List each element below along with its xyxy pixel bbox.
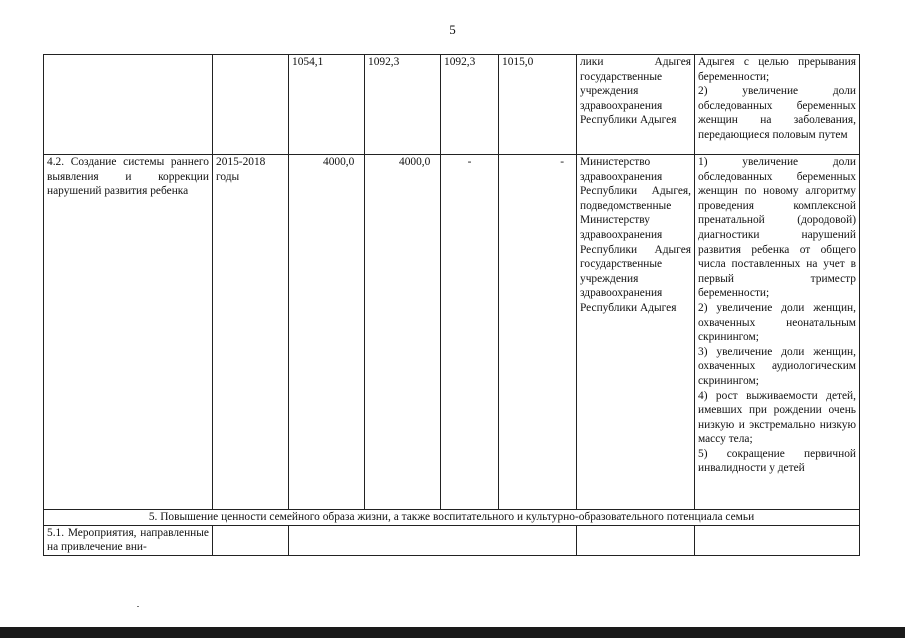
- scan-border-bar: [0, 627, 905, 638]
- cell-measure: [44, 55, 213, 155]
- cell-executor: лики Адыгея государственные учреждения здравоохранения Республики Адыгея: [577, 55, 695, 155]
- cell-result: 1) увеличение доли обследованных беременных женщин по новому алгоритму проведения комплексной пренатальной (дородовой) диагностики нарушений развития ребенка от общего числа поставленных на учет в первый триместр беременности; 2) увеличение доли женщин, охваченных неонатальным скринингом; 3) увеличение доли женщин, охваченных аудиологическим скринингом; 4) рост выживаемости детей, имевших при рождении очень низкую и экстремально низкую массу тела; 5) сокращение первичной инвалидности у детей: [695, 155, 860, 510]
- page-number: 5: [449, 22, 456, 37]
- cell-amount-3: -: [499, 155, 577, 510]
- cell-measure: 4.2. Создание системы раннего выявления и коррекции нарушений развития ребенка: [44, 155, 213, 510]
- cell-period: 2015-2018 годы: [213, 155, 289, 510]
- scan-speck: [137, 606, 139, 607]
- table-row: [44, 155, 860, 510]
- cell-amount-2: 1092,3: [441, 55, 499, 155]
- table-row: [44, 55, 860, 155]
- cell-measure: 5.1. Мероприятия, направленные на привлечение вни-: [44, 525, 213, 555]
- cell-period: [213, 55, 289, 155]
- section-header-row: [44, 510, 860, 526]
- cell-amounts: [289, 525, 577, 555]
- cell-executor: Министерство здравоохранения Республики Адыгея, подведомственные Министерству здравоохранения Республики Адыгея государственные учреждения здравоохранения Республики Адыгея: [577, 155, 695, 510]
- cell-period: [213, 525, 289, 555]
- cell-result: [695, 525, 860, 555]
- cell-amount-2: -: [441, 155, 499, 510]
- cell-executor: [577, 525, 695, 555]
- cell-amount-1: 1092,3: [365, 55, 441, 155]
- cell-amount-total: 1054,1: [289, 55, 365, 155]
- cell-amount-total: 4000,0: [289, 155, 365, 510]
- cell-amount-3: 1015,0: [499, 55, 577, 155]
- cell-amount-1: 4000,0: [365, 155, 441, 510]
- table-row: [44, 525, 860, 555]
- cell-result: Адыгея с целью прерывания беременности; 2) увеличение доли обследованных беременных женщин на заболевания, передающиеся половым путем: [695, 55, 860, 155]
- measures-table: [43, 54, 860, 556]
- section-header: 5. Повышение ценности семейного образа жизни, а также воспитательного и культурно-образовательного потенциала семьи: [44, 510, 860, 526]
